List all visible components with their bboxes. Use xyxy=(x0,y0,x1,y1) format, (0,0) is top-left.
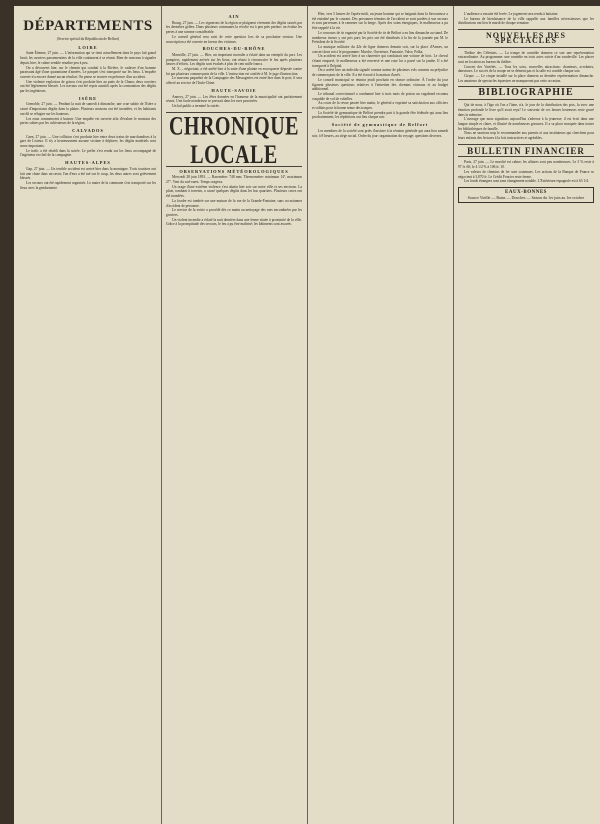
dept-heading: HAUTES-ALPES xyxy=(65,160,111,166)
article-paragraph: Le conseil municipal se réunira jeudi prochain en séance ordinaire. À l'ordre du jour figurent plusieurs questions relatives à l'entretien des chemins vicinaux et au budget additionnel. xyxy=(312,77,448,92)
article-paragraph: Bourg, 27 juin. — Les vignerons de la région se plaignent vivement des dégâts causés par les dernières gelées. Dans plusieurs communes la récolte est à peu près perdue; on évalue les pertes à une somme considérable. xyxy=(166,20,302,35)
column-rule xyxy=(307,6,308,824)
article-paragraph: Le nouveau paquebot de la Compagnie des Messageries est entré hier dans le port; il sera affecté au service de l'Indo-Chine. xyxy=(166,76,302,86)
article-paragraph: Concert des Variétés. — Tous les soirs, nouvelles attractions: chanteurs, acrobates, danseuses. Le succès de la troupe ne se dément pas et la salle est comble chaque soir. xyxy=(458,64,594,74)
article-paragraph: Un orage d'une extrême violence s'est abattu hier soir sur notre ville et ses environs. La pluie, tombant à torrents, a causé quelques dégâts dans les bas quartiers. Plusieurs caves ont été inondées. xyxy=(166,184,302,199)
article-paragraph: La foudre est tombée sur une maison de la rue de la Grande-Fontaine, sans occasionner d'accident de personne. xyxy=(166,198,302,208)
article-paragraph: Mercredi 28 juin 1893. — Baromètre: 748 mm. Thermomètre: minimum 14°, maximum 27°. Vent du sud-ouest. Temps orageux. xyxy=(166,175,302,185)
article-paragraph: Théâtre des Célestins. — La troupe de comédie donnera ce soir une représentation extraordinaire. Au programme: une comédie en trois actes suivie d'un vaudeville. Les places sont en location au bureau du théâtre. xyxy=(458,50,594,64)
article-paragraph: On a arrêté hier un individu signalé comme auteur de plusieurs vols commis au préjudice de commerçants de la ville. Il a été écroué à la maison d'arrêt. xyxy=(312,68,448,78)
dept-heading: BOUCHES-DU-RHÔNE xyxy=(202,46,266,52)
article-paragraph: Qui de nous, à l'âge où l'on a l'âme, n'a, le jour de la distribution des prix, lu avec une émotion profonde le livre qu'il avait reçu? Le souvenir de ces heures heureuses reste gravé dans la mémoire. xyxy=(458,103,594,117)
article-paragraph: Au cours de la revue passée hier matin, le général a exprimé sa satisfaction aux officiers et soldats pour la bonne tenue des troupes. xyxy=(312,101,448,111)
chronique-locale-banner: CHRONIQUE LOCALE xyxy=(168,112,300,170)
article-paragraph: L'ouvrage que nous signalons aujourd'hui s'adresse à la jeunesse; il est écrit dans une langue simple et claire, et illustré de nombreuses gravures. Il a sa place marquée dans toutes les bibliothèques de famille. xyxy=(458,117,594,131)
column-2 xyxy=(166,12,302,822)
article-paragraph: Paris, 27 juin. — Le marché est calme; les affaires sont peu nombreuses. Le 3 % reste à 97 fr. 60; le 4 1/2 % à 106 fr. 10. xyxy=(458,160,594,170)
dept-heading: CALVADOS xyxy=(72,127,104,133)
bibliographie-heading: BIBLIOGRAPHIE xyxy=(478,87,574,99)
spectacles-heading: NOUVELLES DES SPECTACLES xyxy=(486,31,566,45)
article-paragraph: Le concours de tir organisé par la Société de tir de Belfort a eu lieu dimanche au stand. De nombreux tireurs y ont pris part; les prix ont été distribués à la fin de la journée par M. le Président de la Société. xyxy=(312,30,448,45)
column-4 xyxy=(458,12,594,822)
article-paragraph: Un bal public a terminé la soirée. xyxy=(172,103,220,108)
advertisement-title: EAUX-BONNES xyxy=(505,189,547,195)
article-paragraph: Grenoble, 27 juin. — Pendant la nuit de samedi à dimanche, une crue subite de l'Isère a causé d'importants dégâts dans la plaine. Plusieurs maisons ont été inondées, et les habitants ont dû se réfugier sur les hauteurs. xyxy=(20,102,156,116)
bulletin-financier-heading: BULLETIN FINANCIER xyxy=(467,145,585,156)
departements-heading: DÉPARTEMENTS xyxy=(23,18,153,34)
article-paragraph: Les fonds étrangers sont sans changement notable. L'Extérieure espagnole est à 63 1/4. xyxy=(464,179,589,184)
section-divider xyxy=(458,29,594,30)
article-paragraph: Le tribunal correctionnel a condamné hier à trois mois de prison un vagabond reconnu coupable de vol de volailles. xyxy=(312,91,448,101)
advertisement-text: Source Vieille — Bains — Douches — Saison du 1er juin au 1er octobre xyxy=(467,194,585,200)
article-paragraph: Les valeurs de chemins de fer sont soutenues. Les actions de la Banque de France se négocient à 3,870 fr. Le Crédit Foncier reste ferme. xyxy=(458,169,594,179)
section-divider xyxy=(458,99,594,100)
article-paragraph: Le trafic a été rétabli dans la soirée. Le préfet s'est rendu sur les lieux accompagné de l'ingénieur en chef de la compagnie. xyxy=(20,148,156,158)
article-paragraph: La musique militaire du 42e de ligne donnera demain soir, sur la place d'Armes, un concert dont voici le programme: Marche, Ouverture, Fantaisie, Valse, Polka. xyxy=(312,44,448,54)
column-1 xyxy=(20,12,156,822)
section-divider xyxy=(458,144,594,145)
article-paragraph: Le conseil général sera saisi de cette question lors de sa prochaine session. Une souscription a été ouverte en faveur des victimes. xyxy=(166,34,302,44)
local-subheading: OBSERVATIONS MÉTÉOROLOGIQUES xyxy=(179,168,289,174)
article-paragraph: Le service de la voirie a procédé dès ce matin au nettoyage des rues encombrées par les graviers. xyxy=(166,208,302,217)
section-divider xyxy=(458,156,594,157)
article-paragraph: Annecy, 27 juin. — Les fêtes données en l'honneur de la municipalité ont parfaitement réussi. Une foule nombreuse se pressait dans les rues pavoisées. xyxy=(166,94,302,104)
article-paragraph: M. X..., négociant, a été arrêté hier à la suite d'une plainte en escroquerie déposée contre lui par plusieurs commerçants de la ville. L'instruction est confiée à M. le juge d'instruction. xyxy=(166,67,302,76)
article-paragraph: L'audience a ensuite été levée. Le jugement sera rendu à huitaine. xyxy=(464,12,559,16)
article-paragraph: Caen, 27 juin. — Une collision s'est produite hier entre deux trains de marchandises à la gare de Lisieux. Il n'y a heureusement aucune victime à déplorer; les dégâts matériels sont assez importants. xyxy=(20,134,156,149)
dept-heading: ISÈRE xyxy=(78,95,98,101)
departements-subheading: (Service spécial du Républicain de Belfort) xyxy=(56,37,120,41)
article-paragraph: Les eaux commencent à baisser. Une enquête est ouverte afin d'évaluer le montant des pertes subies par les cultivateurs de la région. xyxy=(20,116,156,126)
column-rule xyxy=(161,6,162,824)
dept-heading: HAUTE-SAVOIE xyxy=(211,87,257,93)
article-paragraph: Saint-Étienne, 27 juin. — L'information qui se tient actuellement dans le pays fait grand bruit; les ouvriers passementiers de la ville continuent à se réunir. Rien de nouveau à signaler depuis hier; le calme semble renaître peu à peu. xyxy=(20,51,156,65)
article-paragraph: Un violent incendie a éclaté la nuit dernière dans une ferme située à proximité de la ville. Grâce à la promptitude des secours, le feu a pu être maîtrisé; les bâtiments sont assurés. xyxy=(166,217,302,227)
article-paragraph: Hier, vers 5 heures de l'après-midi, un jeune homme qui se baignait dans la Savoureuse a été entraîné par le courant. Des personnes témoins de l'accident se sont portées à son secours et sont parvenues à le ramener sur la berge. Après des soins énergiques, le malheureux a pu être rappelé à la vie. xyxy=(312,12,448,31)
article-paragraph: Gap, 27 juin. — Un terrible accident est arrivé hier dans la montagne. Trois touristes ont fait une chute dans un ravin; l'un d'eux a été tué sur le coup, les deux autres sont grièvement blessés. xyxy=(20,166,156,181)
dept-heading: AIN xyxy=(228,14,240,19)
article-paragraph: Une violente explosion de grisou s'est produite hier au puits de la Chana; deux ouvriers ont été légèrement blessés. Les travaux ont été repris aussitôt après la constatation des dégâts par les ingénieurs. xyxy=(20,79,156,94)
article-paragraph: Marseille, 27 juin. — Hier, un important incendie a éclaté dans un entrepôt du port. Les pompiers, rapidement arrivés sur les lieux, ont réussi à circonscrire le feu après plusieurs heures d'efforts. Les dégâts sont évalués à plus de cent mille francs. xyxy=(166,52,302,67)
article-paragraph: Les membres de la société sont priés d'assister à la réunion générale qui aura lieu samedi soir, à 8 heures, au siège social. Ordre du jour: organisation du voyage; questions diverses. xyxy=(312,128,448,138)
newspaper-page xyxy=(14,6,600,824)
article-paragraph: Un accident est arrivé hier à un charretier qui conduisait une voiture de bois. Le cheval s'étant emporté, le malheureux a été renversé et une roue lui a passé sur la jambe. Il a été transporté à l'hôpital. xyxy=(312,54,448,68)
advertisement-box xyxy=(458,187,594,203)
article-paragraph: Les secours ont été rapidement organisés. Le maire de la commune s'est transporté sur les lieux avec la gendarmerie. xyxy=(20,180,156,190)
dept-heading: LOIRE xyxy=(78,44,98,50)
article-paragraph: La Société de gymnastique de Belfort prendra part à la grande fête fédérale qui aura lieu prochainement; les répétitions ont lieu chaque soir. xyxy=(312,110,448,120)
article-paragraph: Le bureau de bienfaisance de la ville rappelle aux familles nécessiteuses que les distributions ont lieu le mardi de chaque semaine. xyxy=(458,16,594,26)
society-heading: Société de gymnastique de Belfort xyxy=(331,122,429,128)
column-rule xyxy=(453,6,454,824)
column-3 xyxy=(312,12,448,822)
section-divider xyxy=(458,47,594,48)
article-paragraph: On a découvert hier, sur le chemin qui conduit à la Rivière, le cadavre d'un homme paraissant âgé d'une quarantaine d'années. Le parquet s'est transporté sur les lieux. L'enquête ouverte n'a encore donné aucun résultat. On pense se trouver en présence d'un accident. xyxy=(20,65,156,79)
article-paragraph: Cirque. — Le cirque installé sur la place donnera sa dernière représentation dimanche. Les amateurs de spectacles équestres ne manqueront pas cette occasion. xyxy=(458,74,594,83)
article-paragraph: Nous ne saurions trop le recommander aux parents et aux instituteurs qui cherchent pour leurs enfants des lectures à la fois instructives et agréables. xyxy=(458,131,594,141)
